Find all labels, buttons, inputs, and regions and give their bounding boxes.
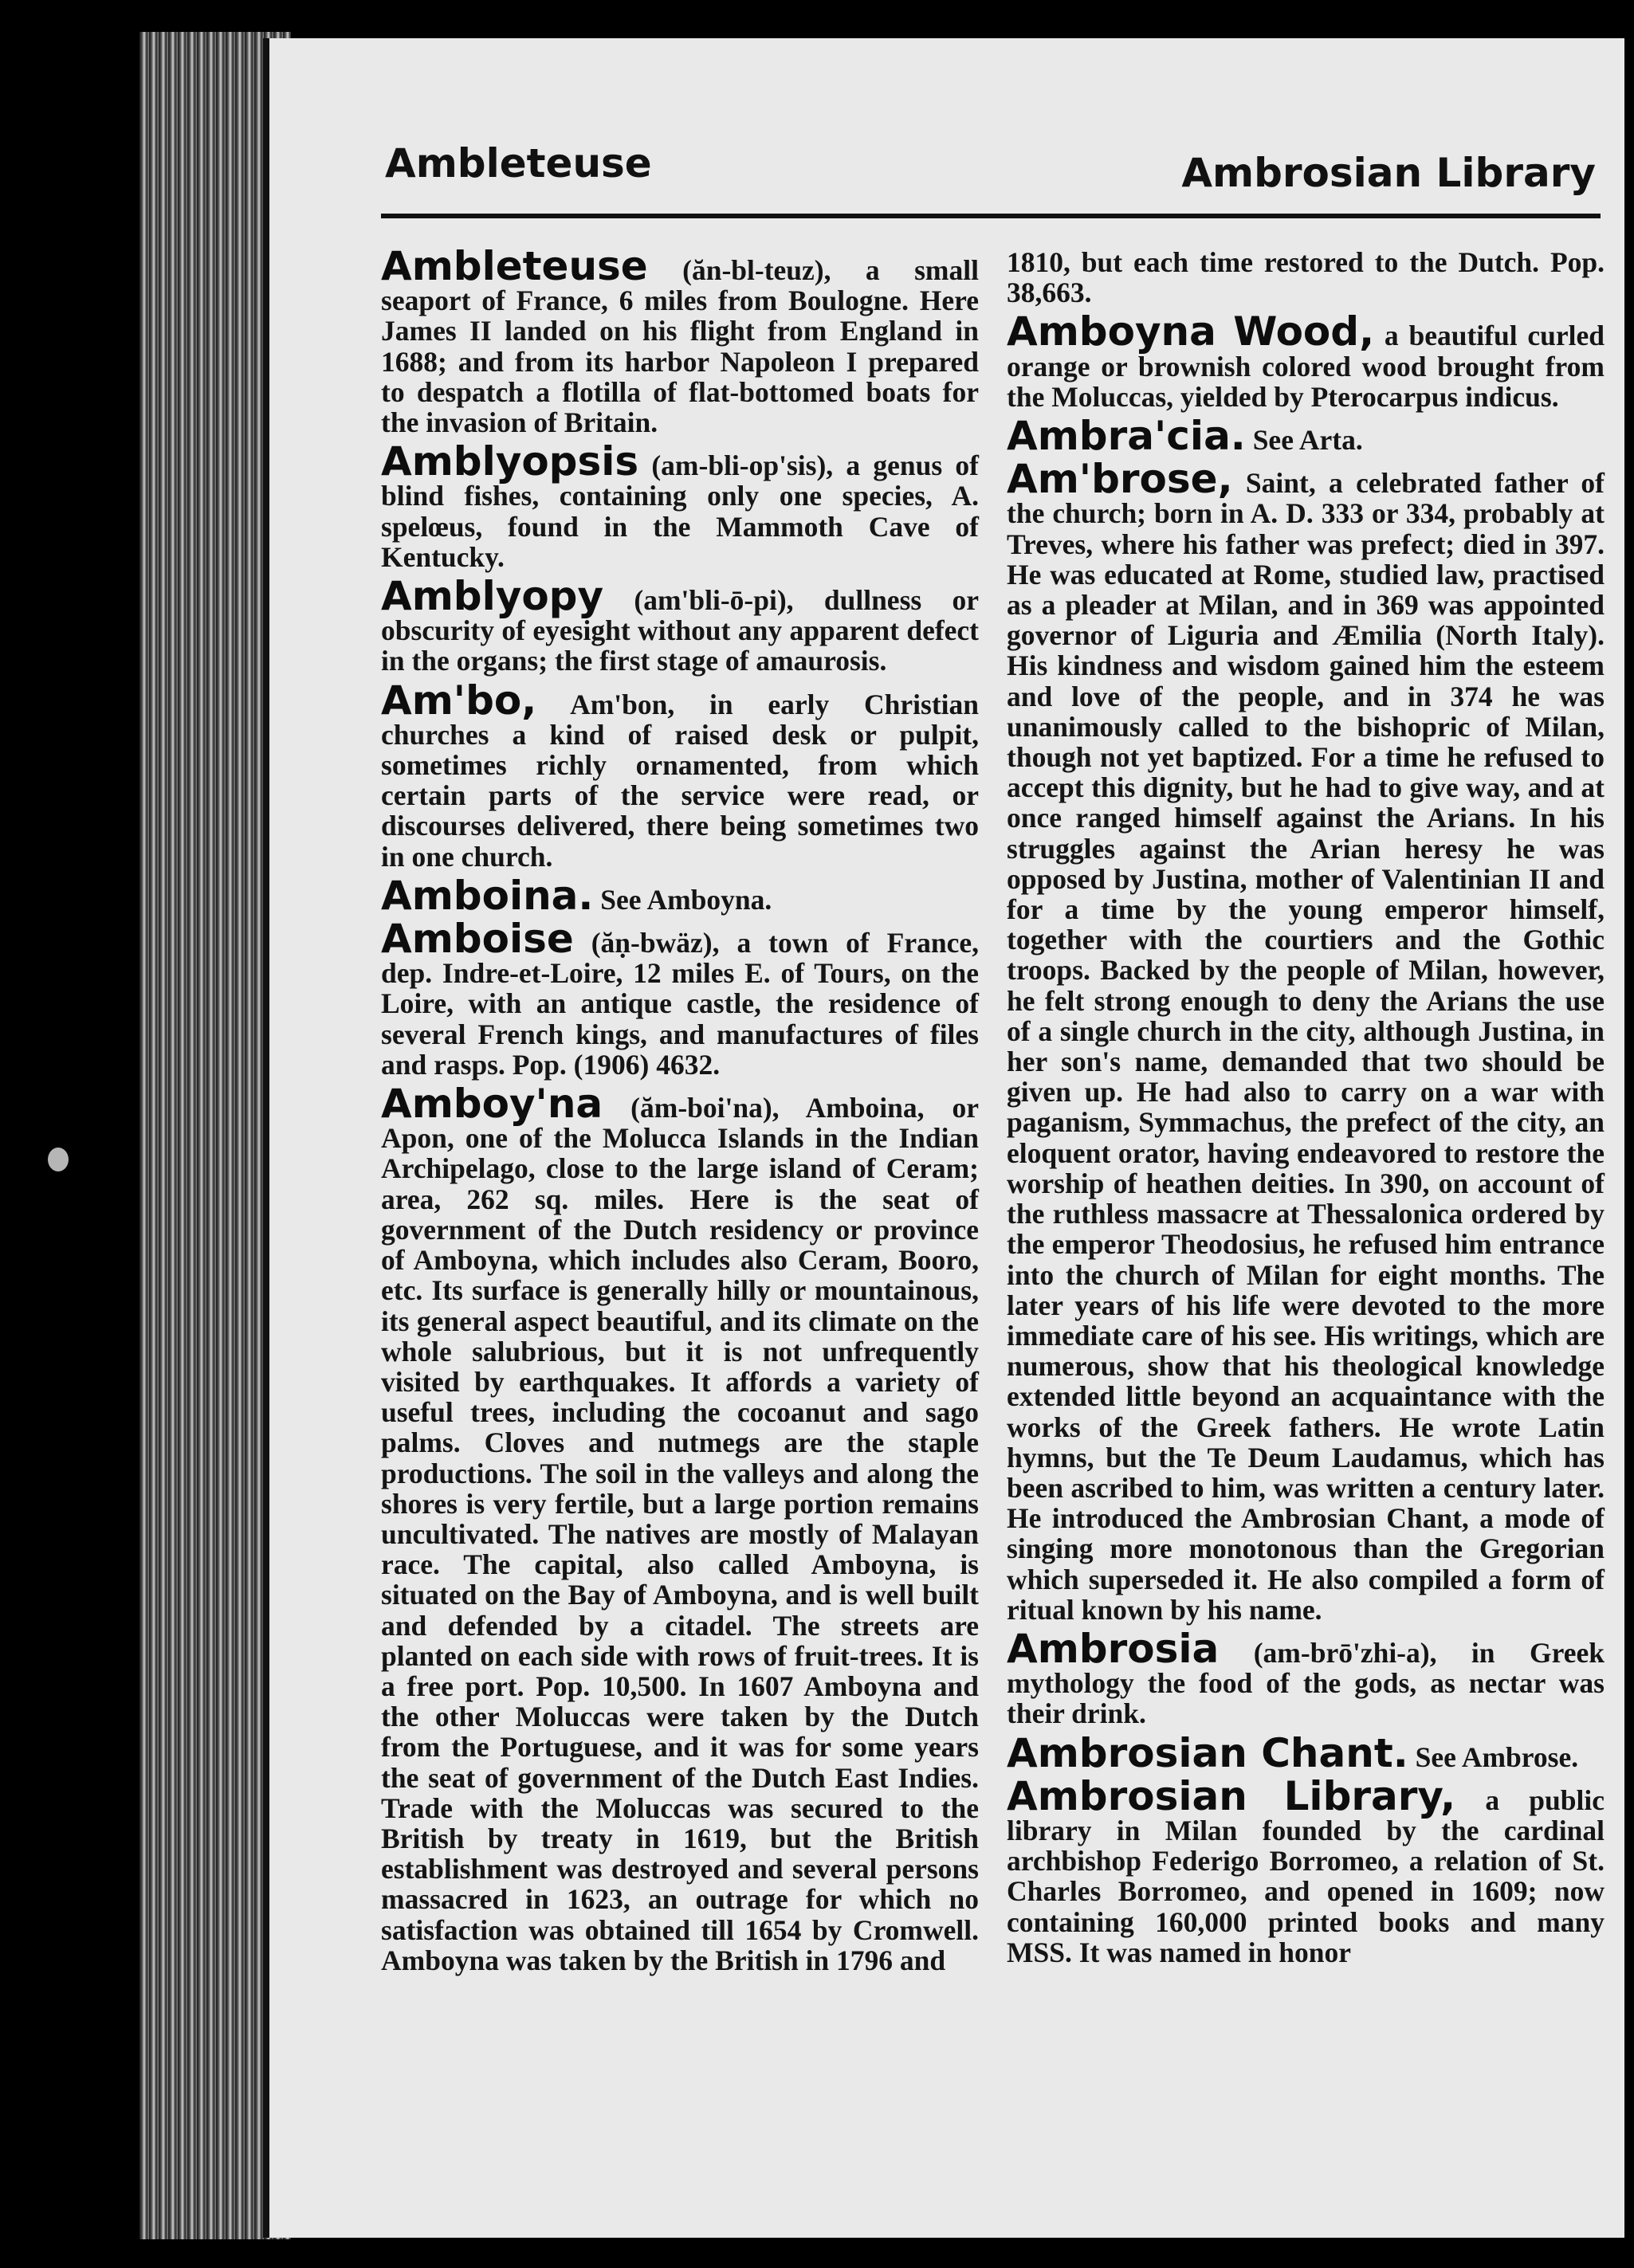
headword: Ambleteuse	[381, 243, 648, 289]
entry-text: (am-brō'zhi-a), in Greek mythology the food of the gods, as nectar was their drink.	[1007, 1636, 1605, 1730]
entry-amboina	[381, 872, 979, 919]
entry-ambrosia	[1007, 1625, 1605, 1730]
entry-text: (am'bli-ō-pi), dullness or obscurity of eyesight without any apparent defect in the organs; the first stage of amaurosis.	[381, 584, 980, 677]
headword: Ambra'cia.	[1007, 413, 1246, 460]
running-head-right: Ambrosian Library	[1181, 150, 1596, 196]
entry-text: See Ambrose.	[1415, 1740, 1579, 1773]
headword: Amboina.	[381, 872, 594, 919]
headword: Ambrosian Chant.	[1007, 1729, 1408, 1776]
entry-text: (ăn-bl-teuz), a small seaport of France, 6 miles from Boulogne. Here James II landed on his flight from England in 1688; and from its harbor Napoleon I prepared to despatch a flotilla of flat-bottomed boats for the invasion of Britain.	[381, 254, 979, 439]
entry-text: See Arta.	[1252, 424, 1363, 457]
entry-text: (ăm-boi'na), Amboina, or Apon, one of the Molucca Islands in the Indian Archipelago, close to the large island of Ceram; area, 262 sq. miles. Here is the seat of government of the Dutch residency or province of Amboyna, which includes also Ceram, Booro, etc. Its surface is generally hilly or mountainous, its general aspect beautiful, and its climate on the whole salubrious, but it is not unfrequently visited by earthquakes. It affords a variety of useful trees, including the cocoanut and sago palms. Cloves and nutmegs are the staple productions. The soil in the valleys and along the shores is very fertile, but a large portion remains uncultivated. The natives are mostly of Malayan race. The capital, also called Amboyna, is situated on the Bay of Amboyna, and is well built and defended by a citadel. The streets are planted on each side with rows of fruit-trees. It is a free port. Pop. 10,500. In 1607 Amboyna and the other Moluccas were taken by the Dutch from the Portuguese, and it was for some years the seat of government of the Dutch East Indies. Trade with the Moluccas was secured to the British by treaty in 1619, but the British establishment was destroyed and several persons massacred in 1623, an outrage for which no satisfaction was obtained till 1654 by Cromwell. Amboyna was taken by the British in 1796 and	[381, 1092, 979, 1976]
encyclopedia-page	[263, 38, 1624, 2238]
entry-text: (ăṇ-bwäz), a town of France, dep. Indre-et-Loire, 12 miles E. of Tours, on the Loire, with an antique castle, the residence of several French kings, and manufactures of files and rasps. Pop. (1906) 4632.	[381, 927, 979, 1081]
entry-text: Saint, a celebrated father of the church; born in A. D. 333 or 334, probably at Treves, where his father was prefect; died in 397. He was educated at Rome, studied law, practised as a pleader at Milan, and in 369 was appointed governor of Liguria and Æmilia (North Italy). His kindness and wisdom gained him the esteem and love of the people, and in 374 he was unanimously called to the bishopric of Milan, though not yet baptized. For a time he refused to accept this dignity, but he had to give way, and at once ranged himself against the Arians. In his struggles against the Arian heresy he was opposed by Justina, mother of Valentinian II and for a time by the young emperor himself, together with the courtiers and the Gothic troops. Backed by the people of Milan, however, he felt strong enough to deny the Arians the use of a single church in the city, although Justina, in her son's name, demanded that two should be given up. He had also to carry on a war with paganism, Symmachus, the prefect of the city, an eloquent orator, having endeavored to restore the worship of heathen deities. In 390, on account of the ruthless massacre at Thessalonica ordered by the emperor Theodosius, he refused him entrance into the church of Milan for eight months. The later years of his life were devoted to the more immediate care of his see. His writings, which are numerous, show that his theological knowledge extended little beyond an acquaintance with the works of the Greek fathers. He wrote Latin hymns, but the Te Deum Laudamus, which has been ascribed to him, was written a century later. He introduced the Ambrosian Chant, a mode of singing more monotonous than the Gregorian which superseded it. He also compiled a form of ritual known by his name.	[1007, 467, 1605, 1626]
entry-amboyna-wood	[1007, 308, 1605, 413]
entry-amboyna-continued	[1007, 247, 1605, 308]
entry-text: See Amboyna.	[600, 883, 772, 916]
margin-speck	[48, 1148, 69, 1171]
entry-text: a beautiful curled orange or brownish colored wood brought from the Moluccas, yielded by Pterocarpus indicus.	[1007, 320, 1605, 413]
entry-ambracia	[1007, 413, 1605, 460]
entry-amboise	[381, 916, 979, 1081]
entry-ambo	[381, 677, 979, 873]
left-column	[381, 243, 980, 1980]
entry-text: a public library in Milan founded by the cardinal archbishop Federigo Borromeo, a relation of St. Charles Borromeo, and opened in 1609; now containing 160,000 printed books and many MSS. It was named in honor	[1007, 1783, 1605, 1968]
entry-ambrose	[1007, 456, 1605, 1626]
entry-ambrosian-library	[1007, 1772, 1605, 1968]
headword: Ambrosian Library,	[1007, 1772, 1456, 1819]
headword: Amblyopy	[381, 573, 604, 620]
entry-text: 1810, but each time restored to the Dutch. Pop. 38,663.	[1007, 246, 1605, 309]
headword: Ambrosia	[1007, 1625, 1220, 1672]
entry-amblyopsis	[381, 438, 979, 573]
headword: Amblyopsis	[381, 438, 639, 485]
entry-text: Am'bon, in early Christian churches a kind of raised desk or pulpit, sometimes richly ornamented, from which certain parts of the service were read, or discourses delivered, there being sometimes two in one church.	[381, 688, 979, 873]
headword: Amboy'na	[381, 1081, 603, 1128]
running-head-left: Ambleteuse	[385, 140, 652, 186]
entry-ambrosian-chant	[1007, 1729, 1605, 1776]
entry-amblyopy	[381, 573, 980, 677]
headword: Am'brose,	[1007, 456, 1233, 503]
header-rule	[381, 214, 1601, 218]
right-column	[1007, 247, 1605, 1972]
entry-ambleteuse	[381, 243, 979, 439]
headword: Am'bo,	[381, 677, 537, 724]
headword: Amboise	[381, 916, 574, 963]
entry-text: (am-bli-op'sis), a genus of blind fishes, containing only one species, A. spelœus, found in the Mammoth Cave of Kentucky.	[381, 449, 979, 573]
headword: Amboyna Wood,	[1007, 308, 1375, 355]
entry-amboyna	[381, 1081, 979, 1976]
